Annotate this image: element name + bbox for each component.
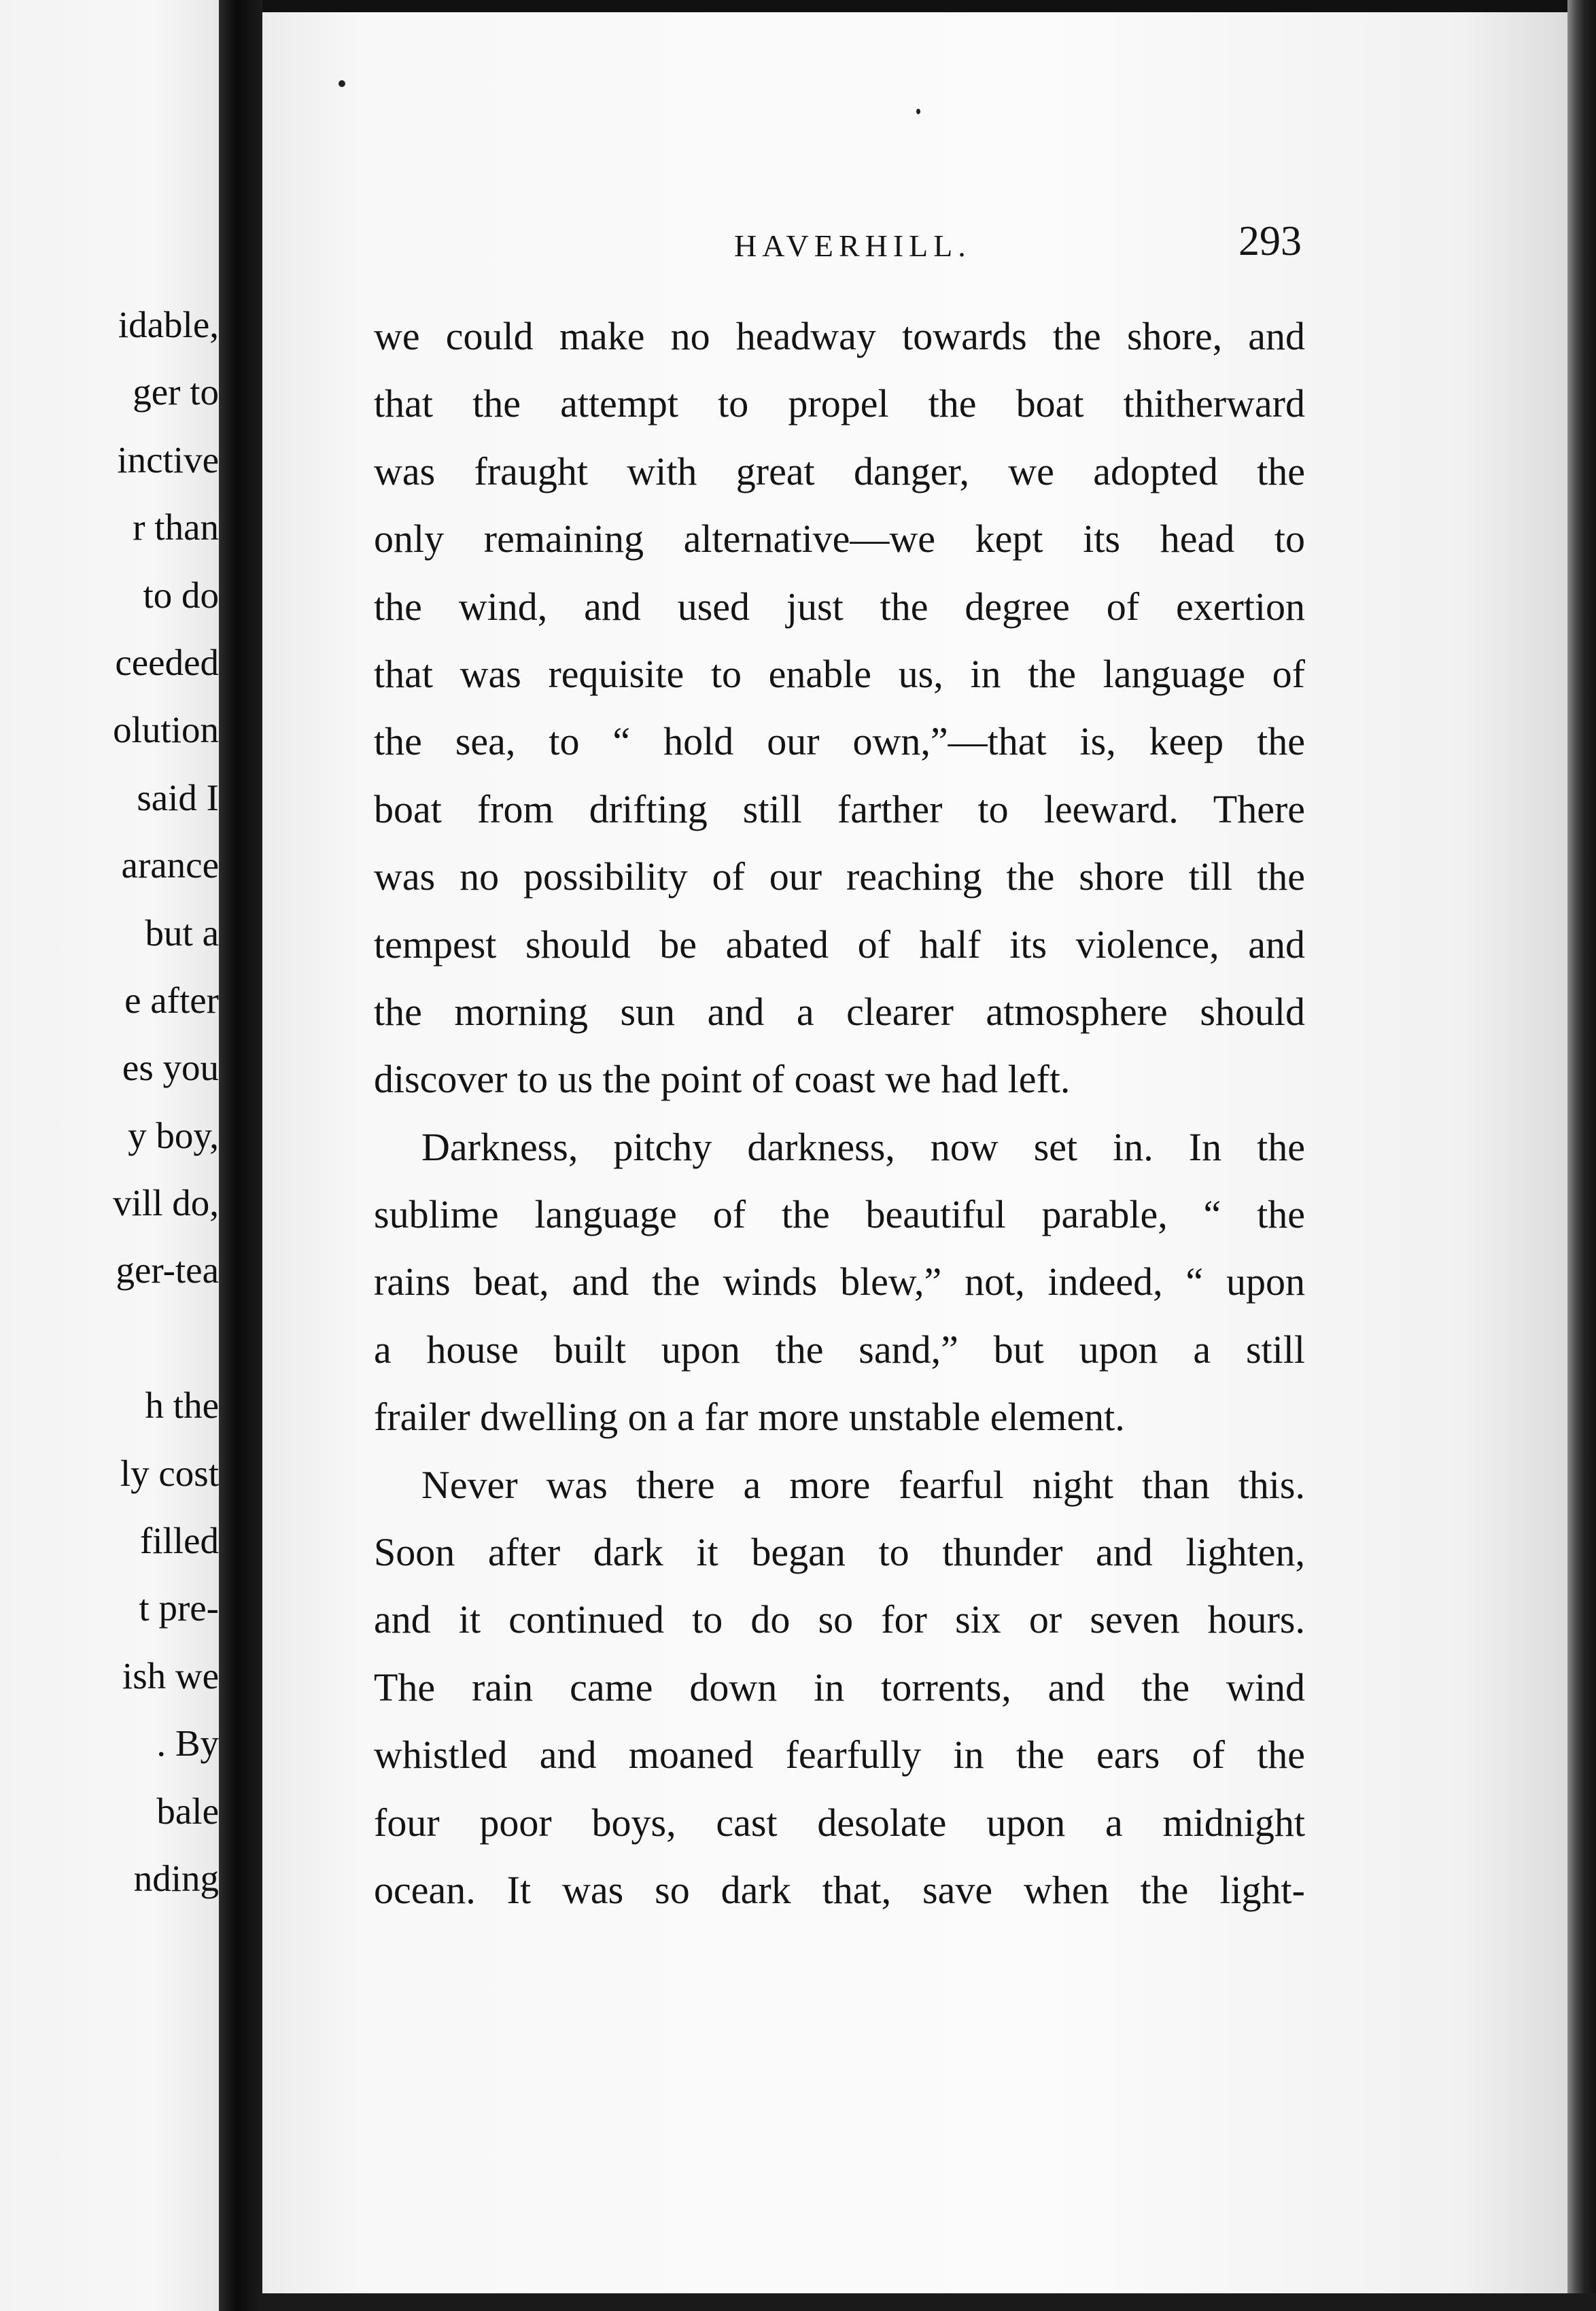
left-line: to do <box>143 574 219 616</box>
book-gutter <box>219 0 262 2311</box>
left-line: idable, <box>118 304 219 345</box>
left-page <box>0 0 219 2311</box>
text-line: Soon after dark it began to thunder and lighten, <box>374 1530 1305 1575</box>
text-line: The rain came down in torrents, and the wind <box>374 1665 1305 1709</box>
paragraph <box>374 1451 1305 1924</box>
left-line: ger-tea <box>116 1249 219 1291</box>
left-line: but a <box>145 911 219 954</box>
text-line: and it continued to do so for six or seven hours. <box>374 1597 1305 1642</box>
page-edge <box>1567 0 1596 2311</box>
text-line: was fraught with great danger, we adopted the <box>374 449 1305 493</box>
left-line: inctive <box>117 438 219 481</box>
body-text <box>374 302 1305 1924</box>
left-line: ish we <box>122 1654 219 1697</box>
text-line: discover to us the point of coast we had left. <box>374 1057 1071 1102</box>
text-line: whistled and moaned fearfully in the ears of the <box>374 1733 1305 1777</box>
left-line: r than <box>133 506 219 549</box>
scan-top-border <box>262 0 1596 12</box>
text-line: only remaining alternative—we kept its head to <box>374 517 1305 561</box>
left-line: h the <box>145 1385 219 1427</box>
text-line: frailer dwelling on a far more unstable element. <box>374 1395 1125 1440</box>
left-line: vill do, <box>113 1182 219 1224</box>
text-line: the morning sun and a clearer atmosphere should <box>374 989 1305 1034</box>
text-line: Never was there a more fearful night than this. <box>421 1462 1305 1507</box>
text-line: we could make no headway towards the shore, and <box>374 314 1305 358</box>
text-line: was no possibility of our reaching the shore till the <box>374 854 1305 899</box>
speck <box>339 80 345 87</box>
text-line: Darkness, pitchy darkness, now set in. In the <box>421 1124 1305 1169</box>
left-line: t pre- <box>139 1587 219 1629</box>
left-line: ly cost <box>120 1452 219 1494</box>
left-page-text <box>0 291 219 1912</box>
scan-bottom-border <box>262 2293 1596 2311</box>
left-line: arance <box>121 844 219 886</box>
text-line: ocean. It was so dark that, save when the light- <box>374 1867 1305 1912</box>
text-line: the sea, to “ hold our own,”—that is, keep the <box>374 719 1305 764</box>
left-line: es you <box>122 1047 219 1089</box>
text-line: tempest should be abated of half its violence, and <box>374 922 1305 967</box>
text-line: that was requisite to enable us, in the language of <box>374 651 1305 696</box>
left-line: bale <box>156 1790 219 1832</box>
left-line: y boy, <box>128 1114 219 1156</box>
page-number: 293 <box>1238 218 1302 264</box>
left-line: olution <box>113 709 219 751</box>
text-line: four poor boys, cast desolate upon a midnight <box>374 1800 1305 1845</box>
text-line: sublime language of the beautiful parable, “ the <box>374 1192 1305 1237</box>
left-line: filled <box>139 1520 219 1562</box>
text-line: boat from drifting still farther to leeward. There <box>374 786 1305 831</box>
paragraph <box>374 302 1305 1113</box>
left-line: . By <box>156 1722 219 1765</box>
text-line: a house built upon the sand,” but upon a still <box>374 1327 1305 1372</box>
left-line: ger to <box>133 371 219 413</box>
paragraph <box>374 1113 1305 1451</box>
text-line: that the attempt to propel the boat thitherward <box>374 381 1305 426</box>
text-line: the wind, and used just the degree of exertion <box>374 584 1305 629</box>
left-line: e after <box>124 979 219 1021</box>
speck <box>916 109 920 114</box>
left-line: nding <box>133 1857 219 1899</box>
left-line: ceeded <box>115 641 219 683</box>
text-line: rains beat, and the winds blew,” not, indeed, “ upon <box>374 1259 1305 1304</box>
left-line: said I <box>137 776 219 818</box>
running-head: HAVERHILL. <box>734 228 971 263</box>
